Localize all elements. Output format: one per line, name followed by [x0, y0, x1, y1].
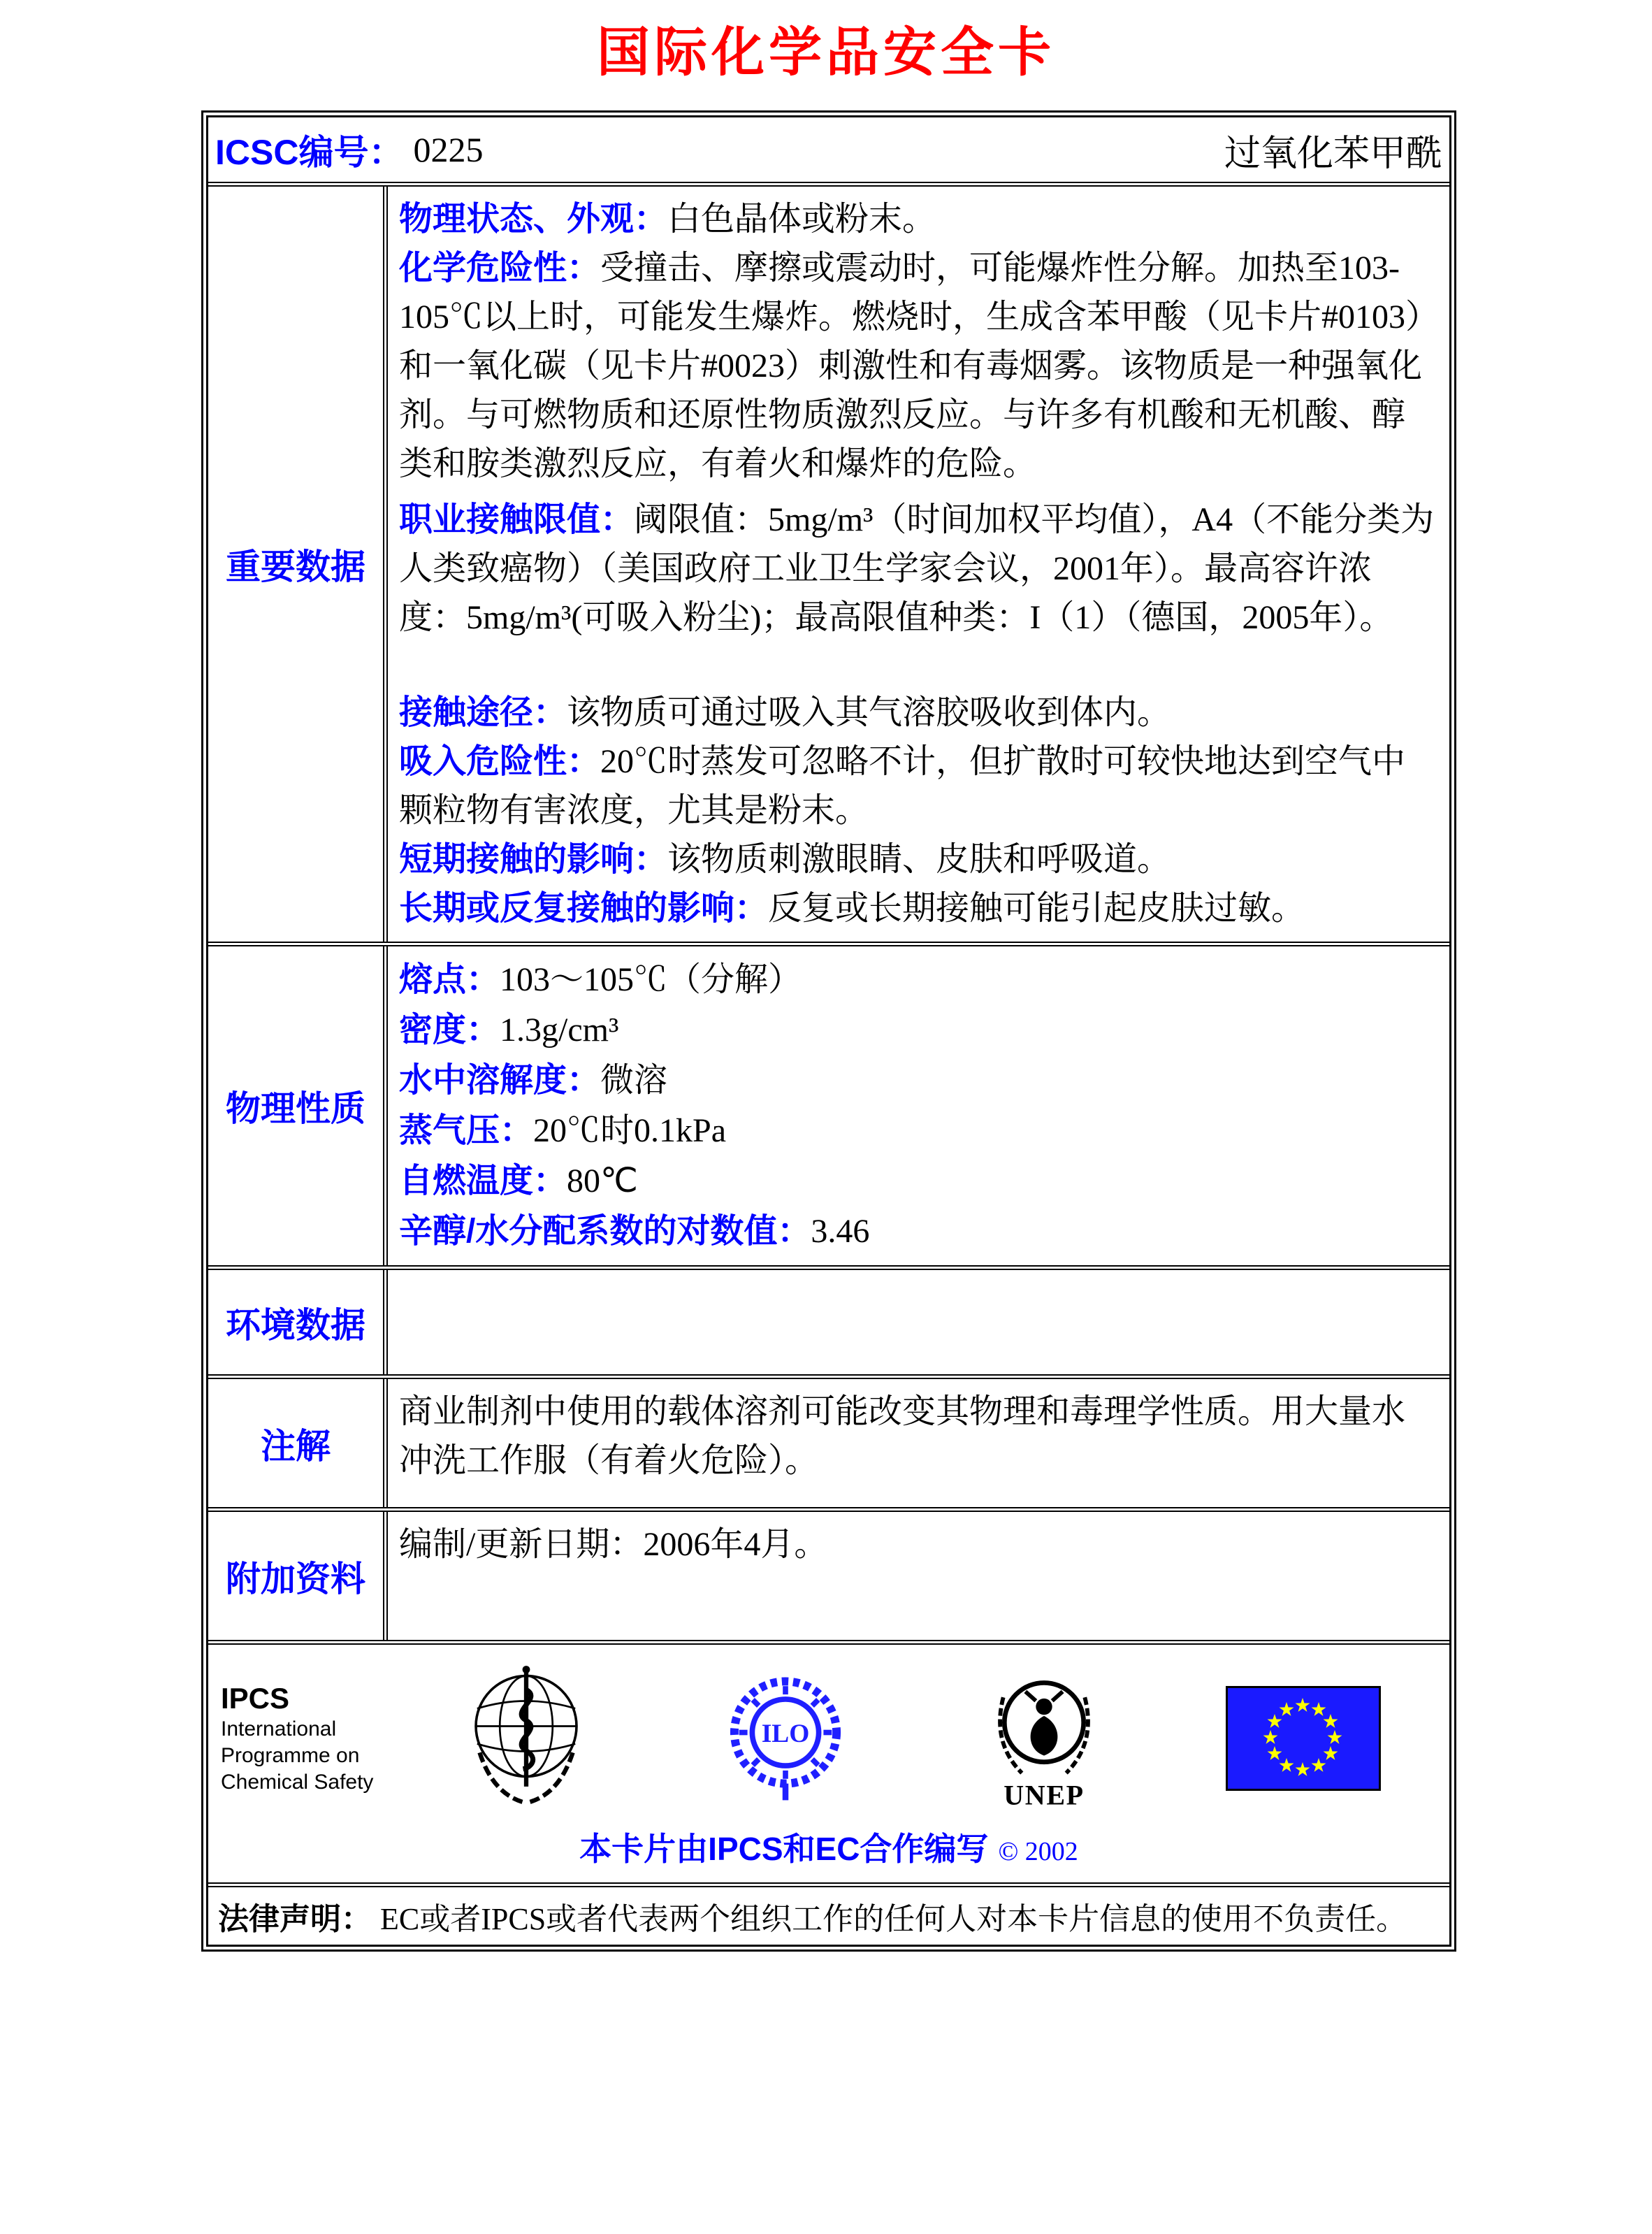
field-value: 3.46 — [811, 1213, 870, 1250]
section-row-physical-properties — [208, 942, 1449, 1265]
field-physical-state — [399, 195, 1438, 244]
field-label: 辛醇/水分配系数的对数值： — [399, 1213, 811, 1250]
legal-notice-row — [208, 1882, 1449, 1945]
field-label: 长期或反复接触的影响： — [399, 890, 769, 927]
icsc-card — [201, 110, 1456, 1952]
section-label-important-data: 重要数据 — [208, 187, 388, 942]
field-label: 密度： — [399, 1011, 500, 1048]
section-label-environmental-data: 环境数据 — [208, 1270, 388, 1374]
legal-notice-text: EC或者IPCS或者代表两个组织工作的任何人对本卡片信息的使用不负责任。 — [380, 1902, 1407, 1936]
ilo-logo-text: ILO — [761, 1720, 810, 1749]
footer-logos — [208, 1645, 1449, 1822]
field-value: 该物质可通过吸入其气溶胶吸收到体内。 — [567, 694, 1171, 731]
field-short-term-effects — [399, 835, 1438, 884]
ipcs-line: Programme on — [221, 1744, 360, 1767]
section-row-environmental-data — [208, 1265, 1449, 1374]
section-label-additional-info: 附加资料 — [208, 1512, 388, 1640]
field-vapor-pressure — [399, 1106, 1438, 1156]
field-value: 1.3g/cm³ — [500, 1011, 619, 1048]
field-exposure-routes — [399, 689, 1438, 737]
field-value: 阈限值：5mg/m³（时间加权平均值），A4（不能分类为人类致癌物）（美国政府工业卫生学家会议，2001年）。最高容许浓度：5mg/m³(可吸入粉尘)；最高限值种类：I（1）（德国，2005年）。 — [399, 501, 1435, 636]
field-value: 受撞击、摩擦或震动时，可能爆炸性分解。加热至103-105℃以上时，可能发生爆炸。燃烧时，生成含苯甲酸（见卡片#0103）和一氧化碳（见卡片#0023）刺激性和有毒烟雾。该物质是一种强氧化剂。与可燃物质和还原性物质激烈反应。与许多有机酸和无机酸、醇类和胺类激烈反应，有着火和爆炸的危险。 — [399, 250, 1423, 482]
unep-logo-slot — [915, 1655, 1174, 1822]
field-chemical-danger — [399, 244, 1438, 489]
field-autoignition-temperature — [399, 1156, 1438, 1206]
field-value: 103～105℃（分解） — [500, 961, 802, 998]
field-water-solubility — [399, 1055, 1438, 1106]
field-value: 80℃ — [567, 1162, 638, 1199]
eu-flag-slot — [1174, 1686, 1433, 1791]
eu-flag-icon — [1226, 1686, 1381, 1791]
section-label-physical-properties: 物理性质 — [208, 946, 388, 1265]
field-melting-point — [399, 955, 1438, 1005]
footer-copyright: © 2002 — [998, 1837, 1078, 1866]
footer-row — [208, 1640, 1449, 1882]
footer-caption-row — [208, 1822, 1449, 1882]
icsc-number-label: ICSC编号： — [215, 133, 404, 172]
section-row-important-data — [208, 182, 1449, 942]
field-value: 白色晶体或粉末。 — [667, 201, 936, 238]
who-logo-slot — [397, 1657, 656, 1821]
section-row-notes — [208, 1374, 1449, 1507]
field-value: 20℃时0.1kPa — [533, 1112, 727, 1149]
unep-logo-text: UNEP — [1003, 1779, 1085, 1811]
who-logo-icon — [463, 1657, 589, 1821]
field-density — [399, 1005, 1438, 1055]
footer-caption: 本卡片由IPCS和EC合作编写 — [579, 1831, 989, 1867]
field-long-term-effects — [399, 884, 1438, 933]
ipcs-line: International — [221, 1717, 337, 1741]
ilo-logo-icon — [726, 1665, 845, 1812]
ipcs-wordmark — [221, 1681, 397, 1796]
field-occupational-limits — [399, 496, 1438, 642]
unep-logo-icon — [992, 1655, 1096, 1822]
section-label-notes: 注解 — [208, 1379, 388, 1507]
field-label: 物理状态、外观： — [399, 201, 668, 238]
ilo-logo-slot — [656, 1665, 915, 1812]
field-value: 反复或长期接触可能引起皮肤过敏。 — [768, 890, 1305, 927]
field-inhalation-risk — [399, 737, 1438, 835]
section-content-additional-info: 编制/更新日期：2006年4月。 — [399, 1526, 828, 1563]
legal-notice-label: 法律声明： — [218, 1902, 372, 1936]
field-label: 短期接触的影响： — [399, 841, 668, 878]
field-label: 职业接触限值： — [399, 501, 635, 538]
section-content-important-data — [388, 187, 1449, 942]
field-value: 该物质刺激眼睛、皮肤和呼吸道。 — [667, 841, 1171, 878]
field-octanol-water-partition — [399, 1206, 1438, 1257]
ipcs-acronym: IPCS — [221, 1682, 290, 1715]
field-value: 20℃时蒸发可忽略不计，但扩散时可较快地达到空气中颗粒物有害浓度，尤其是粉末。 — [399, 743, 1406, 829]
icsc-number-value: 0225 — [413, 130, 484, 169]
field-label: 水中溶解度： — [399, 1062, 601, 1099]
section-row-additional-info — [208, 1507, 1449, 1640]
field-label: 自燃温度： — [399, 1162, 567, 1199]
field-value: 微溶 — [600, 1062, 668, 1099]
chemical-name: 过氧化苯甲酰 — [1224, 134, 1442, 174]
field-label: 熔点： — [399, 961, 500, 998]
icsc-number-group — [215, 124, 483, 175]
field-label: 蒸气压： — [399, 1112, 534, 1149]
section-content-physical-properties — [388, 946, 1449, 1265]
section-content-notes: 商业制剂中使用的载体溶剂可能改变其物理和毒理学性质。用大量水冲洗工作服（有着火危险）。 — [399, 1393, 1406, 1479]
ipcs-line: Chemical Safety — [221, 1771, 374, 1794]
field-label: 接触途径： — [399, 694, 567, 731]
field-label: 吸入危险性： — [399, 743, 601, 780]
section-content-environmental-data — [388, 1270, 1449, 1374]
page-title: 国际化学品安全卡 — [597, 23, 1055, 82]
header-row — [208, 117, 1449, 182]
field-label: 化学危险性： — [399, 250, 601, 287]
